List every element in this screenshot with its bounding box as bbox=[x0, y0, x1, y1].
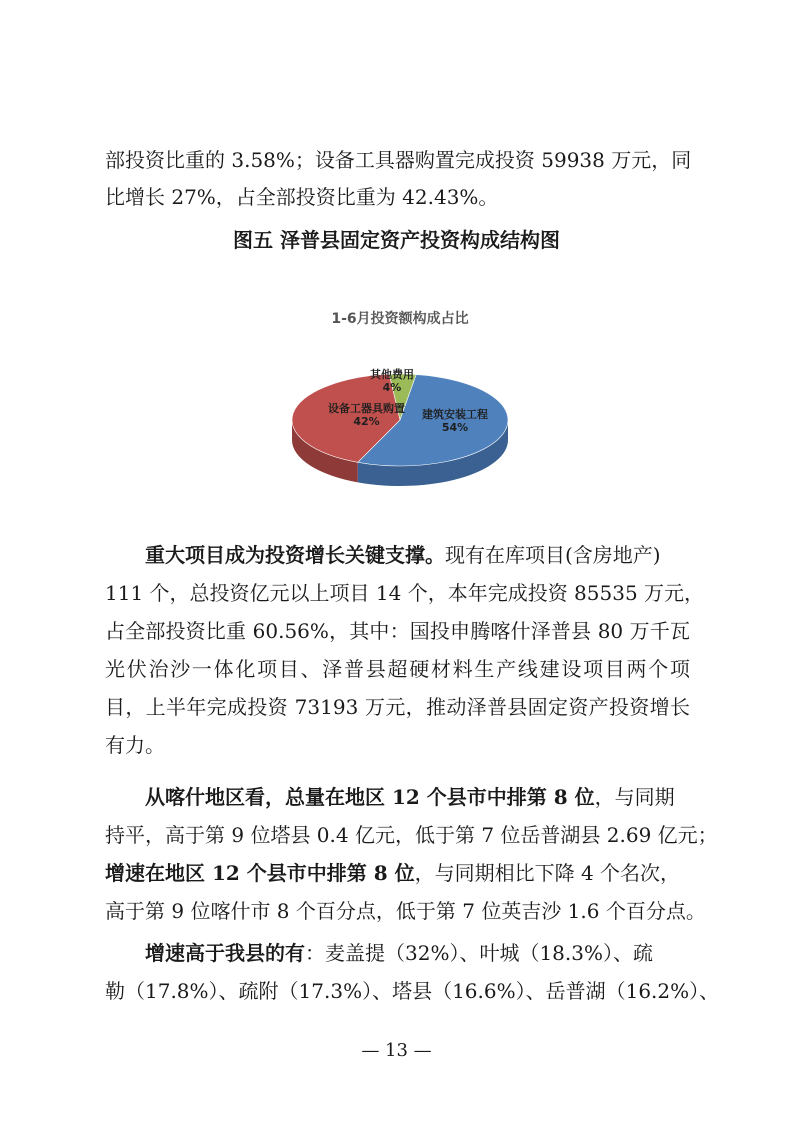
body-text-line: 比增长 27%，占全部投资比重为 42.43%。 bbox=[105, 185, 499, 209]
body-text-line bbox=[145, 540, 690, 570]
figure-title: 图五 泽普县固定资产投资构成结构图 bbox=[233, 228, 560, 252]
slice-category-equipment: 设备工器具购置 bbox=[328, 402, 405, 415]
page-number: — 13 — bbox=[361, 1040, 432, 1061]
emphasis-text: 重大项目成为投资增长关键支撑。 bbox=[145, 543, 445, 567]
body-text-line: 高于第 9 位喀什市 8 个百分点，低于第 7 位英吉沙 1.6 个百分点。 bbox=[105, 899, 706, 923]
slice-value-construction: 54% bbox=[441, 421, 469, 434]
body-text-line bbox=[105, 858, 690, 888]
body-text: 现有在库项目(含房地产) bbox=[445, 543, 661, 567]
body-text: ，与同期相比下降 4 个名次， bbox=[414, 861, 681, 885]
slice-value-other: 4% bbox=[382, 381, 402, 394]
slice-label-construction bbox=[422, 408, 488, 434]
slice-category-other: 其他费用 bbox=[370, 368, 414, 381]
emphasis-text: 增速高于我县的有 bbox=[145, 941, 305, 965]
body-text: ：麦盖提（32%）、叶城（18.3%）、疏 bbox=[305, 941, 653, 965]
body-text-line: 111 个，总投资亿元以上项目 14 个，本年完成投资 85535 万元， bbox=[105, 581, 705, 605]
body-text-line: 光伏治沙一体化项目、泽普县超硬材料生产线建设项目两个项 bbox=[105, 657, 690, 681]
body-text-line bbox=[145, 782, 690, 812]
body-text-line: 勒（17.8%）、疏附（17.3%）、塔县（16.6%）、岳普湖（16.2%）、 bbox=[105, 979, 720, 1003]
chart-title: 1-6月投资额构成占比 bbox=[331, 311, 469, 327]
pie-chart bbox=[270, 300, 530, 500]
body-text-line: 部投资比重的 3.58%；设备工具器购置完成投资 59938 万元，同 bbox=[105, 148, 692, 172]
body-text-line: 持平，高于第 9 位塔县 0.4 亿元，低于第 7 位岳普湖县 2.69 亿元； bbox=[105, 823, 718, 847]
body-text: ，与同期 bbox=[594, 785, 675, 809]
emphasis-text: 从喀什地区看，总量在地区 12 个县市中排第 8 位 bbox=[145, 785, 595, 809]
slice-label-other bbox=[370, 368, 414, 394]
slice-value-equipment: 42% bbox=[353, 415, 380, 428]
pie-chart-svg bbox=[270, 300, 530, 500]
body-text-line bbox=[145, 938, 690, 968]
body-text-line: 有力。 bbox=[105, 733, 165, 757]
slice-category-construction: 建筑安装工程 bbox=[422, 408, 488, 421]
body-text-line: 占全部投资比重 60.56%，其中：国投申腾喀什泽普县 80 万千瓦 bbox=[105, 619, 690, 643]
emphasis-text: 增速在地区 12 个县市中排第 8 位 bbox=[105, 861, 415, 885]
slice-label-equipment bbox=[328, 402, 405, 428]
body-text-line: 目，上半年完成投资 73193 万元，推动泽普县固定资产投资增长 bbox=[105, 695, 690, 719]
